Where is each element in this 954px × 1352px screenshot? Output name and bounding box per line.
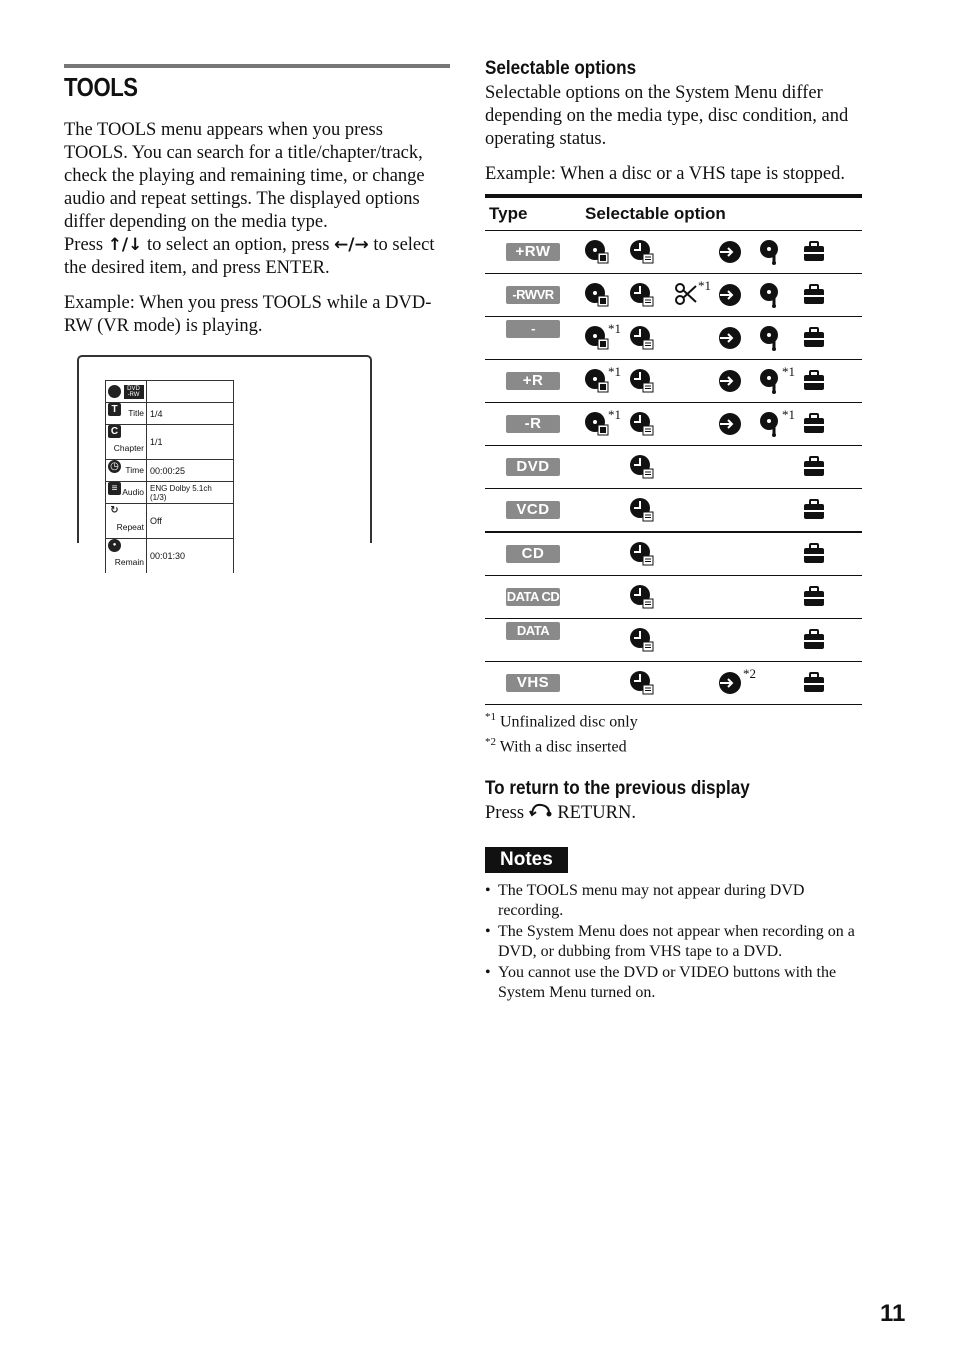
- intro-text: The TOOLS menu appears when you press TOOLS. You can search for a title/chapter/track, check the playing and remaining time, or change audio and repeat settings. The displayed options differ depending on the media type.: [64, 120, 425, 232]
- type-badge: -RWVR: [506, 286, 560, 304]
- type-badge: -RWVideo: [506, 321, 560, 354]
- list-item: • The TOOLS menu may not appear during DVD recording.: [498, 881, 865, 922]
- dub-icon: [717, 670, 743, 696]
- search-icon: [584, 368, 610, 394]
- table-row: [485, 619, 862, 662]
- page-number: 11: [880, 1300, 906, 1327]
- left-right-arrow-icon: ←/→: [334, 235, 369, 255]
- time-value: 00:00:25: [147, 460, 234, 482]
- toolbox-icon: [801, 325, 827, 351]
- time-icon: [629, 282, 655, 308]
- dvd-rw-badge: DVD -RW: [124, 385, 144, 399]
- section-rule: [64, 64, 450, 68]
- setup-icon: [758, 325, 784, 351]
- type-badge: -R: [506, 415, 560, 433]
- dub-icon: [717, 411, 743, 437]
- section-title: TOOLS: [64, 72, 138, 102]
- time-icon: [629, 584, 655, 610]
- type-badge: DVD: [506, 458, 560, 476]
- notes-label: Notes: [485, 847, 568, 873]
- return-heading: To return to the previous display: [485, 777, 750, 799]
- dub-icon: [717, 368, 743, 394]
- col-selectable-option: Selectable option: [581, 196, 862, 231]
- list-item: • You cannot use the DVD or VIDEO buttons with the System Menu turned on.: [498, 963, 865, 1004]
- left-column: [64, 64, 450, 350]
- audio-label: Audio: [122, 487, 144, 497]
- time-icon: [629, 627, 655, 653]
- dub-icon: [717, 325, 743, 351]
- type-badge: DATA DVD: [506, 622, 560, 640]
- tools-menu-row: [106, 504, 234, 539]
- selectable-options-example: Example: When a disc or a VHS tape is stopped.: [485, 164, 845, 184]
- tools-intro: [64, 119, 450, 280]
- enter-text: to select the desired item, and press ENTER.: [64, 235, 435, 278]
- table-row: [485, 231, 862, 274]
- col-type: Type: [485, 196, 581, 231]
- press-text: Press: [64, 235, 104, 255]
- tools-menu-row: [106, 539, 234, 574]
- type-badge: DATA CD: [506, 589, 560, 604]
- dub-icon: [717, 282, 743, 308]
- tools-menu-table: [105, 380, 234, 573]
- toolbox-icon: [801, 239, 827, 265]
- audio-icon: ≡: [108, 482, 121, 495]
- type-badge: +RW: [506, 243, 560, 261]
- footnote-mark: *2: [743, 666, 756, 681]
- tools-example: Example: When you press TOOLS while a DVD-RW (VR mode) is playing.: [64, 293, 432, 336]
- table-row: [485, 274, 862, 317]
- remain-value: 00:01:30: [147, 539, 234, 574]
- search-icon: [584, 239, 610, 265]
- toolbox-icon: [801, 627, 827, 653]
- repeat-value: Off: [147, 504, 234, 539]
- footnote-2: [485, 732, 865, 757]
- footnote-1-mark: *1: [485, 711, 496, 723]
- table-row: [485, 360, 862, 403]
- tools-menu-row: [106, 425, 234, 460]
- type-badge: +R: [506, 372, 560, 390]
- time-icon: ◷: [108, 460, 121, 473]
- select-text: to select an option, press: [147, 235, 330, 255]
- time-icon: [629, 239, 655, 265]
- options-table-header: [485, 196, 862, 231]
- return-label: RETURN.: [557, 802, 636, 823]
- search-icon: [584, 282, 610, 308]
- tools-menu-row: [106, 403, 234, 425]
- toolbox-icon: [801, 411, 827, 437]
- type-badge: VHS: [506, 674, 560, 692]
- up-down-arrow-icon: ↑/↓: [107, 235, 143, 255]
- toolbox-icon: [801, 454, 827, 480]
- chapter-icon: C: [108, 425, 121, 438]
- toolbox-icon: [801, 670, 827, 696]
- table-row: [485, 532, 862, 576]
- footnote-mark: *1: [782, 364, 795, 379]
- time-icon: [629, 411, 655, 437]
- time-label: Time: [125, 465, 144, 475]
- chapter-label: Chapter: [113, 443, 144, 453]
- return-press: Press: [485, 802, 525, 823]
- setup-icon: [758, 239, 784, 265]
- return-icon: [529, 802, 553, 825]
- table-row: [485, 317, 862, 360]
- repeat-label: Repeat: [116, 522, 144, 532]
- title-value: 1/4: [147, 403, 234, 425]
- disc-icon: [108, 385, 121, 398]
- time-icon: [629, 454, 655, 480]
- footnote-1: [485, 707, 865, 732]
- list-item: • The System Menu does not appear when recording on a DVD, or dubbing from VHS tape to a DVD.: [498, 922, 865, 963]
- footnote-mark: *1: [608, 321, 621, 336]
- return-text: [485, 802, 865, 825]
- setup-icon: [758, 411, 784, 437]
- search-icon: [584, 411, 610, 437]
- dub-icon: [717, 239, 743, 265]
- selectable-options-text: Selectable options on the System Menu differ depending on the media type, disc condition, and operating status.: [485, 83, 849, 149]
- footnote-mark: *1: [782, 407, 795, 422]
- toolbox-icon: [801, 497, 827, 523]
- table-row: [485, 403, 862, 446]
- title-icon: T: [108, 403, 121, 416]
- toolbox-icon: [801, 584, 827, 610]
- table-row: [485, 576, 862, 619]
- chapter-value: 1/1: [147, 425, 234, 460]
- footnote-mark: *1: [698, 278, 711, 293]
- footnote-2-mark: *2: [485, 736, 496, 749]
- footnote-1-text: Unfinalized disc only: [500, 713, 638, 731]
- setup-icon: [758, 282, 784, 308]
- time-icon: [629, 325, 655, 351]
- remain-label: Remain: [114, 557, 144, 567]
- time-icon: [629, 670, 655, 696]
- options-table: [485, 194, 862, 705]
- tools-menu-screenshot: [77, 355, 372, 567]
- search-icon: [584, 325, 610, 351]
- setup-icon: [758, 368, 784, 394]
- time-icon: [629, 541, 655, 567]
- right-column: [485, 58, 865, 1004]
- notes-list: [485, 881, 865, 1004]
- title-label: Title: [128, 408, 144, 418]
- selectable-options-heading: Selectable options: [485, 58, 637, 79]
- toolbox-icon: [801, 368, 827, 394]
- toolbox-icon: [801, 282, 827, 308]
- footnote-mark: *1: [608, 407, 621, 422]
- time-icon: [629, 368, 655, 394]
- table-row: [485, 446, 862, 489]
- table-row: [485, 489, 862, 533]
- type-badge: CD: [506, 545, 560, 563]
- tools-menu-header: [106, 381, 234, 403]
- remain-icon: ●: [108, 539, 121, 552]
- table-row: [485, 662, 862, 705]
- time-icon: [629, 497, 655, 523]
- repeat-icon: ↻: [108, 504, 121, 517]
- type-badge: VCD: [506, 501, 560, 519]
- tools-menu-row: [106, 460, 234, 482]
- footnote-2-text: With a disc inserted: [499, 738, 627, 756]
- tools-menu-row: [106, 482, 234, 504]
- toolbox-icon: [801, 541, 827, 567]
- audio-value: ENG Dolby 5.1ch (1/3): [147, 482, 234, 504]
- footnote-mark: *1: [608, 364, 621, 379]
- edit-icon: [674, 282, 700, 308]
